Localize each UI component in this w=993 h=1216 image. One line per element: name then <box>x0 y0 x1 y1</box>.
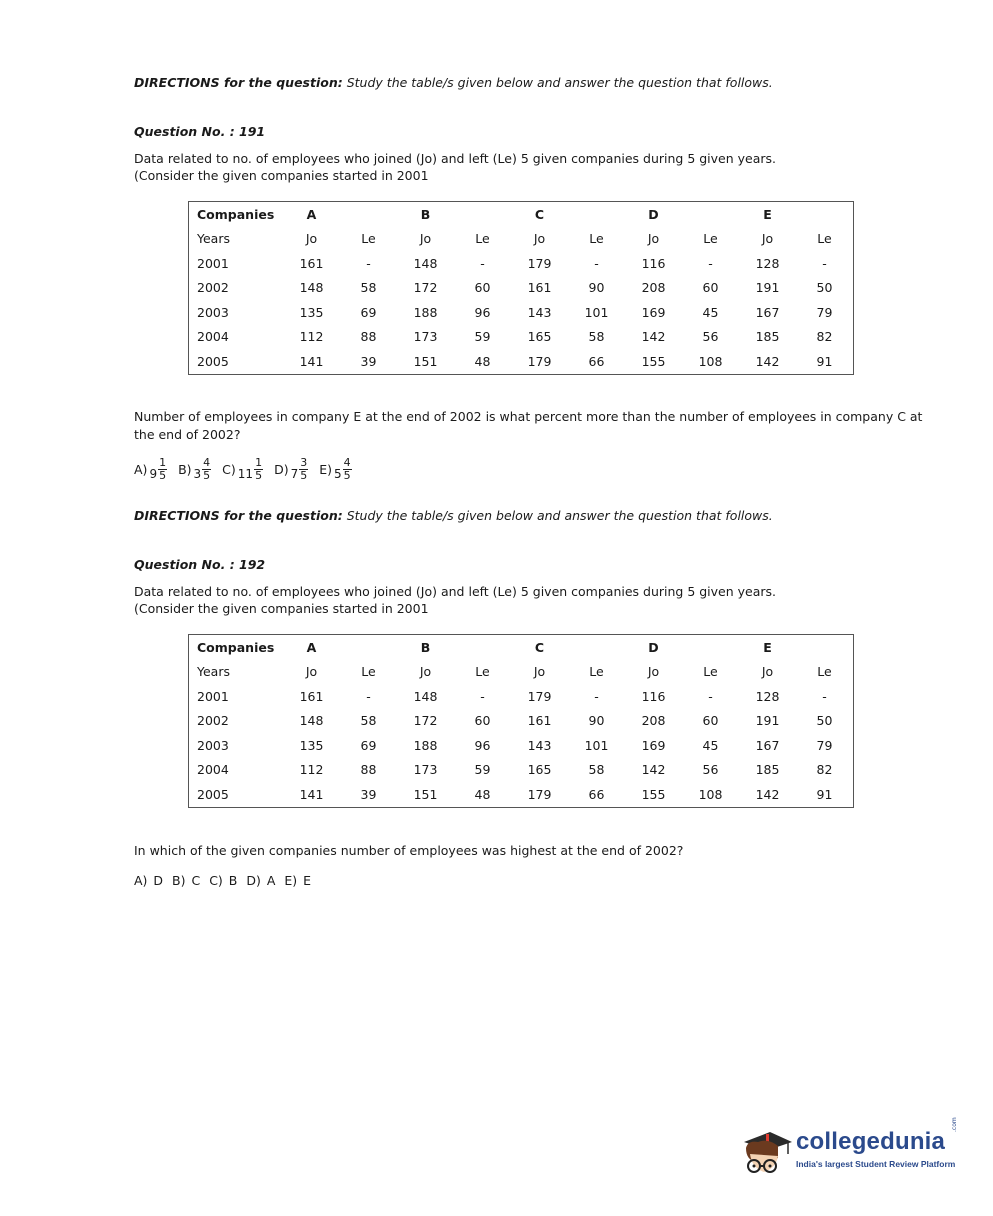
table-cell: 161 <box>299 688 324 704</box>
table-cell: 141 <box>299 786 324 802</box>
header-cell: D <box>648 206 659 222</box>
table-row <box>189 684 854 709</box>
table-cell: 48 <box>474 353 491 369</box>
table-cell: Jo <box>419 664 432 680</box>
table-cell: 161 <box>299 255 324 271</box>
table-cell: 59 <box>474 762 491 778</box>
table-cell: Le <box>589 231 604 247</box>
option-fraction <box>158 457 167 482</box>
table-cell: 173 <box>413 329 438 345</box>
table-cell: 161 <box>527 280 552 296</box>
row-label-cell: 2004 <box>197 762 229 778</box>
table-cell: 173 <box>413 762 438 778</box>
header-cell: B <box>420 206 431 222</box>
row-label-cell: 2004 <box>197 329 229 345</box>
header-cell: D <box>648 639 659 655</box>
table-cell: 59 <box>474 329 491 345</box>
table-cell: 88 <box>360 762 377 778</box>
table-cell: 56 <box>702 762 719 778</box>
description-line-2: (Consider the given companies started in 2001 <box>134 601 429 616</box>
directions-text: Study the table/s given below and answer the question that follows. <box>342 508 773 523</box>
directions-191 <box>134 75 773 90</box>
table-cell: 60 <box>702 713 719 729</box>
table-row <box>189 325 854 350</box>
header-cell <box>340 202 397 227</box>
table-cell: 58 <box>360 280 377 296</box>
header-cell-companies: Companies <box>197 206 275 222</box>
row-label-cell: 2001 <box>197 255 229 271</box>
table-cell: 185 <box>755 762 780 778</box>
table-cell: 172 <box>413 713 438 729</box>
header-cell <box>796 635 854 660</box>
table-row <box>189 300 854 325</box>
table-cell: 155 <box>641 786 666 802</box>
header-cell <box>796 202 854 227</box>
fraction-denominator: 5 <box>159 469 167 482</box>
option-label: B) <box>178 462 192 477</box>
option-label: C) <box>222 462 236 477</box>
table-cell: 165 <box>527 329 552 345</box>
option-whole: 11 <box>237 466 254 481</box>
data-table-192 <box>188 634 854 808</box>
table-cell: Jo <box>419 231 432 247</box>
table-cell: 45 <box>702 304 719 320</box>
option-whole: 3 <box>193 466 202 481</box>
table-cell: 191 <box>755 280 780 296</box>
header-cell <box>682 635 739 660</box>
table-cell: 56 <box>702 329 719 345</box>
fraction-numerator: 3 <box>300 456 308 469</box>
header-cell <box>682 202 739 227</box>
question-number-191: Question No. : 191 <box>134 124 266 139</box>
table-row <box>189 660 854 685</box>
table-cell: 135 <box>299 304 324 320</box>
table-row <box>189 251 854 276</box>
option-fraction <box>299 457 308 482</box>
question-line-1: Number of employees in company E at the end of 2002 is what percent more than the number of employees in company C at <box>134 409 923 424</box>
option-label: A) <box>134 462 148 477</box>
option-1: A) D <box>134 873 164 888</box>
table-cell: 50 <box>816 713 833 729</box>
table-cell: 151 <box>413 353 438 369</box>
fraction-denominator: 5 <box>255 469 263 482</box>
table-cell: 79 <box>816 304 833 320</box>
table-cell: 142 <box>641 329 666 345</box>
table-cell: 58 <box>588 329 605 345</box>
header-cell <box>568 202 625 227</box>
option-3 <box>222 457 263 482</box>
table-cell: 116 <box>641 688 666 704</box>
table-row <box>189 276 854 301</box>
mascot-icon <box>738 1128 794 1178</box>
table-row <box>189 709 854 734</box>
table-cell: 48 <box>474 786 491 802</box>
table-cell: 79 <box>816 737 833 753</box>
table-cell: 179 <box>527 255 552 271</box>
header-cell <box>568 635 625 660</box>
table-cell: 148 <box>299 713 324 729</box>
row-label-cell: 2003 <box>197 737 229 753</box>
row-label-cell: 2005 <box>197 786 229 802</box>
table-cell: Le <box>361 664 376 680</box>
options-191 <box>134 457 363 482</box>
table-cell: 69 <box>360 737 377 753</box>
table-cell: 128 <box>755 255 780 271</box>
table-cell: - <box>594 255 599 271</box>
options-192 <box>134 873 320 888</box>
table-cell: 69 <box>360 304 377 320</box>
fraction-numerator: 4 <box>343 456 351 469</box>
option-fraction <box>254 457 263 482</box>
table-cell: 82 <box>816 329 833 345</box>
directions-label: DIRECTIONS for the question: <box>134 508 343 523</box>
table-cell: 143 <box>527 737 552 753</box>
table-cell: 151 <box>413 786 438 802</box>
table-cell: 188 <box>413 737 438 753</box>
row-label-cell: 2002 <box>197 280 229 296</box>
table-cell: 39 <box>360 353 377 369</box>
option-fraction <box>343 457 352 482</box>
table-cell: 167 <box>755 737 780 753</box>
table-cell: 141 <box>299 353 324 369</box>
table-cell: Le <box>817 664 832 680</box>
data-table-191 <box>188 201 854 375</box>
table-cell: 108 <box>698 786 723 802</box>
table-cell: 60 <box>702 280 719 296</box>
option-label: E) <box>319 462 332 477</box>
table-row <box>189 782 854 807</box>
collegedunia-logo <box>738 1117 963 1178</box>
option-2: B) C <box>172 873 201 888</box>
option-1 <box>134 457 167 482</box>
row-label-cell: 2003 <box>197 304 229 320</box>
option-5: E) E <box>284 873 312 888</box>
table-cell: - <box>822 688 827 704</box>
table-cell: 165 <box>527 762 552 778</box>
table-cell: 39 <box>360 786 377 802</box>
row-label-cell: 2001 <box>197 688 229 704</box>
table-cell: 172 <box>413 280 438 296</box>
fraction-denominator: 5 <box>343 469 351 482</box>
option-4 <box>274 457 308 482</box>
fraction-numerator: 1 <box>159 456 167 469</box>
logo-com: .com <box>951 1117 958 1132</box>
description-line-2: (Consider the given companies started in 2001 <box>134 168 429 183</box>
table-cell: 45 <box>702 737 719 753</box>
table-row <box>189 733 854 758</box>
table-cell: 116 <box>641 255 666 271</box>
table-row <box>189 349 854 374</box>
table-cell: Le <box>703 664 718 680</box>
row-label-cell: 2002 <box>197 713 229 729</box>
option-fraction <box>202 457 211 482</box>
table-cell: 112 <box>299 329 324 345</box>
table-cell: 128 <box>755 688 780 704</box>
table-cell: 185 <box>755 329 780 345</box>
table-cell: 142 <box>755 353 780 369</box>
table-cell: 148 <box>413 255 438 271</box>
table-cell: 148 <box>413 688 438 704</box>
table-cell: 91 <box>816 786 833 802</box>
table-cell: 179 <box>527 353 552 369</box>
table-cell: 91 <box>816 353 833 369</box>
description-line-1: Data related to no. of employees who joined (Jo) and left (Le) 5 given companies during 5 given years. <box>134 151 777 166</box>
logo-wordmark: collegedunia <box>796 1128 946 1155</box>
fraction-denominator: 5 <box>300 469 308 482</box>
table-cell: Jo <box>647 664 660 680</box>
fraction-numerator: 1 <box>255 456 263 469</box>
table-cell: 108 <box>698 353 723 369</box>
table-cell: - <box>708 255 713 271</box>
table-cell: 58 <box>360 713 377 729</box>
table-cell: 60 <box>474 713 491 729</box>
option-label: D) <box>274 462 289 477</box>
table-cell: Jo <box>647 231 660 247</box>
header-cell: A <box>306 206 317 222</box>
option-4: D) A <box>246 873 276 888</box>
directions-192 <box>134 508 773 523</box>
option-whole: 5 <box>334 466 342 481</box>
table-cell: 96 <box>474 304 491 320</box>
table-cell: 169 <box>641 737 666 753</box>
header-cell: E <box>763 206 772 222</box>
row-label-cell: Years <box>197 664 230 680</box>
table-cell: Le <box>817 231 832 247</box>
table-cell: 179 <box>527 786 552 802</box>
table-cell: Jo <box>533 664 546 680</box>
table-cell: Jo <box>761 664 774 680</box>
table-cell: 82 <box>816 762 833 778</box>
table-cell: Jo <box>533 231 546 247</box>
table-cell: Le <box>361 231 376 247</box>
table-cell: 142 <box>755 786 780 802</box>
table-cell: Le <box>475 664 490 680</box>
table-cell: 155 <box>641 353 666 369</box>
option-5 <box>319 457 351 482</box>
header-cell: C <box>534 206 545 222</box>
table-cell: - <box>822 255 827 271</box>
table-cell: 167 <box>755 304 780 320</box>
table-cell: 112 <box>299 762 324 778</box>
fraction-denominator: 5 <box>203 469 211 482</box>
header-cell: B <box>420 639 431 655</box>
table-cell: Jo <box>305 664 318 680</box>
table-row <box>189 227 854 252</box>
table-cell: - <box>708 688 713 704</box>
table-cell: 60 <box>474 280 491 296</box>
table-cell: Jo <box>305 231 318 247</box>
directions-label: DIRECTIONS for the question: <box>134 75 343 90</box>
table-cell: 90 <box>588 713 605 729</box>
table-cell: 179 <box>527 688 552 704</box>
table-header-row <box>189 202 854 227</box>
fraction-numerator: 4 <box>203 456 211 469</box>
table-cell: 90 <box>588 280 605 296</box>
table-cell: 169 <box>641 304 666 320</box>
header-cell-companies: Companies <box>197 639 275 655</box>
table-cell: - <box>366 255 371 271</box>
table-cell: 96 <box>474 737 491 753</box>
directions-text: Study the table/s given below and answer the question that follows. <box>342 75 773 90</box>
table-cell: 191 <box>755 713 780 729</box>
description-192 <box>134 583 776 617</box>
option-whole: 9 <box>149 466 158 481</box>
table-row <box>189 758 854 783</box>
table-cell: Le <box>589 664 604 680</box>
table-cell: 142 <box>641 762 666 778</box>
table-cell: 161 <box>527 713 552 729</box>
description-191 <box>134 150 776 184</box>
description-line-1: Data related to no. of employees who joined (Jo) and left (Le) 5 given companies during 5 given years. <box>134 584 777 599</box>
option-2 <box>178 457 211 482</box>
table-cell: 66 <box>588 786 605 802</box>
question-line-2: the end of 2002? <box>134 427 241 442</box>
option-3: C) B <box>209 873 238 888</box>
table-cell: 208 <box>641 713 666 729</box>
question-text-192: In which of the given companies number of employees was highest at the end of 2002? <box>134 843 684 858</box>
table-cell: 101 <box>584 737 609 753</box>
question-number-192: Question No. : 192 <box>134 557 266 572</box>
table-cell: 208 <box>641 280 666 296</box>
table-cell: 135 <box>299 737 324 753</box>
table-cell: - <box>480 255 485 271</box>
logo-tagline: India's largest Student Review Platform <box>796 1159 956 1169</box>
table-cell: - <box>366 688 371 704</box>
table-cell: 58 <box>588 762 605 778</box>
option-whole: 7 <box>290 466 299 481</box>
table-cell: 50 <box>816 280 833 296</box>
table-cell: 188 <box>413 304 438 320</box>
table-cell: - <box>480 688 485 704</box>
header-cell <box>340 635 397 660</box>
table-cell: Jo <box>761 231 774 247</box>
table-header-row <box>189 635 854 660</box>
table-cell: Le <box>703 231 718 247</box>
question-text-191 <box>134 408 922 444</box>
header-cell <box>454 202 511 227</box>
table-cell: 88 <box>360 329 377 345</box>
header-cell <box>454 635 511 660</box>
table-cell: Le <box>475 231 490 247</box>
table-cell: - <box>594 688 599 704</box>
header-cell: C <box>534 639 545 655</box>
table-cell: 148 <box>299 280 324 296</box>
table-cell: 101 <box>584 304 609 320</box>
header-cell: E <box>763 639 772 655</box>
header-cell: A <box>306 639 317 655</box>
row-label-cell: 2005 <box>197 353 229 369</box>
table-cell: 66 <box>588 353 605 369</box>
table-cell: 143 <box>527 304 552 320</box>
row-label-cell: Years <box>197 231 230 247</box>
